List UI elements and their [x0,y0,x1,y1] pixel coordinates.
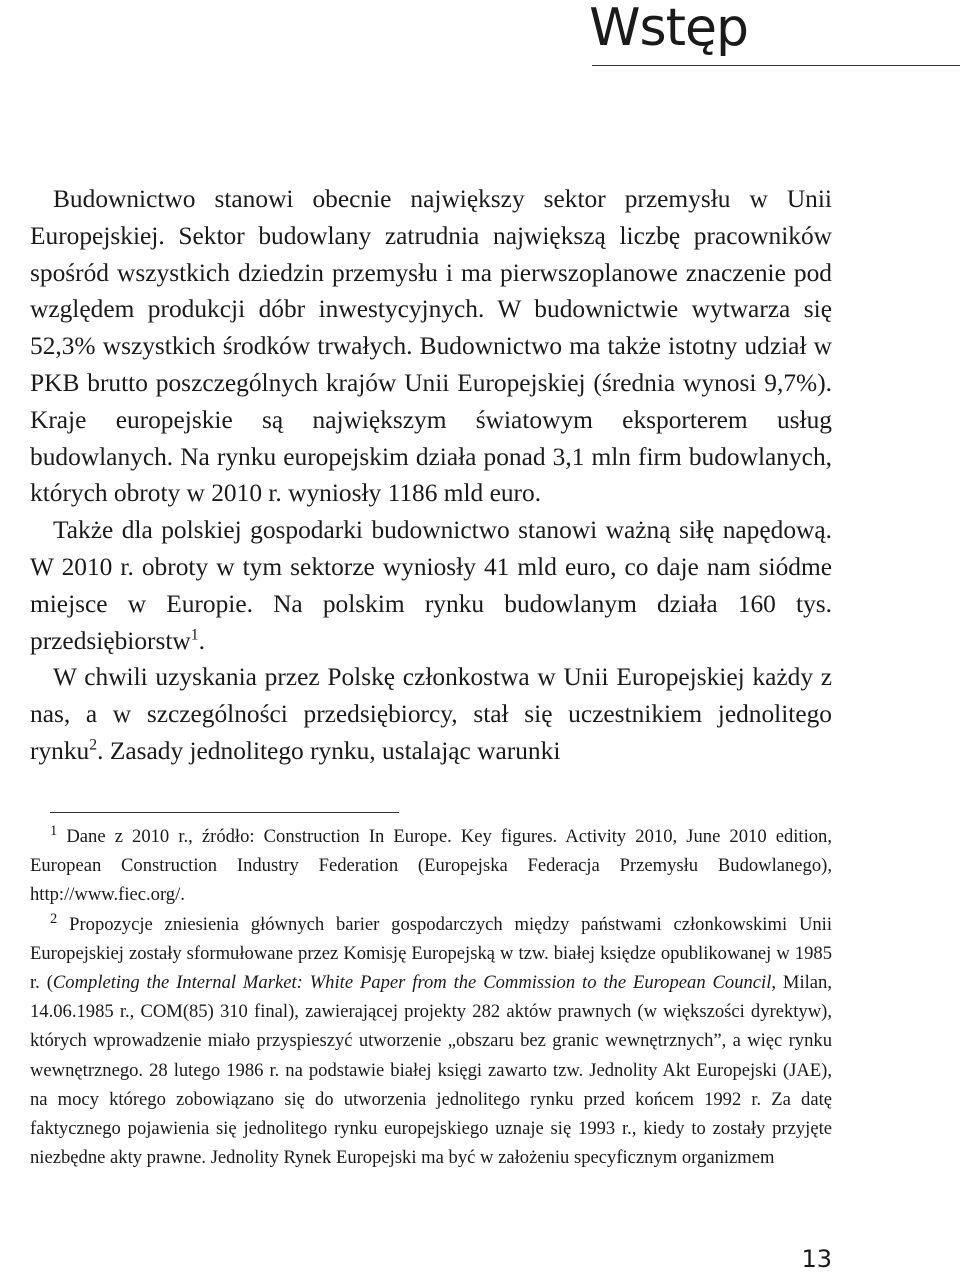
paragraph-3 [30,659,832,769]
paragraph-3-end: . Zasady jednolitego rynku, ustalając warunki [97,736,561,765]
title-underline [592,65,960,66]
footnote-1-text: Dane z 2010 r., źródło: Construction In Europe. Key figures. Activity 2010, June 2010 edition, European Construction Industry Federation (Europejska Federacja Przemysłu Budowlanego), http://www.fiec.org/. [30,826,832,906]
footnotes [30,822,832,1172]
paragraph-3-text: W chwili uzyskania przez Polskę członkostwa w Unii Europejskiej każdy z nas, a w szczególności przedsiębiorcy, stał się uczestnikiem jednolitego rynku [30,663,832,765]
footnote-separator [50,812,399,813]
footnote-ref-1: 1 [190,626,199,644]
footnote-2 [30,910,832,1173]
chapter-title: Wstęp [589,0,748,58]
footnote-1 [30,822,832,910]
footnote-2-number: 2 [50,910,58,927]
footnote-ref-2: 2 [89,736,98,754]
paragraph-1: Budownictwo stanowi obecnie największy sektor przemysłu w Unii Europejskiej. Sektor budowlany zatrudnia największą liczbę pracowników spośród wszystkich dziedzin przemysłu i ma pierwszoplanowe znaczenie pod względem produkcji dóbr inwestycyjnych. W budownictwie wytwarza się 52,3% wszystkich środków trwałych. Budownictwo ma także istotny udział w PKB brutto poszczególnych krajów Unii Europejskiej (średnia wynosi 9,7%). Kraje europejskie są największym światowym eksporterem usług budowlanych. Na rynku europejskim działa ponad 3,1 mln firm budowlanych, których obroty w 2010 r. wyniosły 1186 mld euro. [30,185,832,508]
footnote-2-text-a: Propozycje zniesienia głównych barier gospodarczych między państwami członkowskimi Unii Europejskiej zostały sformułowane przez Komisję Europejską w tzw. białej księdze opublikowanej w 1985 r. ( [30,913,833,994]
main-text [30,181,832,770]
paragraph-2-text: Także dla polskiej gospodarki budownictwo stanowi ważną siłę napędową. W 2010 r. obroty w tym sektorze wyniosły 41 mld euro, co daje nam siódme miejsce w Europie. Na polskim rynku budowlanym działa 160 tys. przedsiębiorstw [30,516,832,655]
paragraph-2-end: . [198,626,205,655]
footnote-1-number: 1 [50,822,58,839]
footnote-2-text-b: , Milan, 14.06.1985 r., COM(85) 310 final), zawierającej projekty 282 aktów prawnych (w większości dyrektyw), których wprowadzenie miało przyspieszyć utworzenie „obszaru bez granic wewnętrznych”, a więc rynku wewnętrznego. 28 lutego 1986 r. na podstawie białej księgi zawarto tzw. Jednolity Akt Europejski (JAE), na mocy którego zobowiązano się do utworzenia jednolitego rynku przed końcem 1992 r. Za datę faktycznego pojawienia się jednolitego rynku europejskiego uznaje się 1993 r., kiedy to zostały przyjęte niezbędne akty prawne. Jednolity Rynek Europejski ma być w założeniu specyficznym organizmem [30,972,832,1169]
page-number: 13 [801,1245,832,1273]
footnote-2-cited-title: Completing the Internal Market: White Paper from the Commission to the European Council [52,972,772,994]
paragraph-2 [30,512,832,659]
